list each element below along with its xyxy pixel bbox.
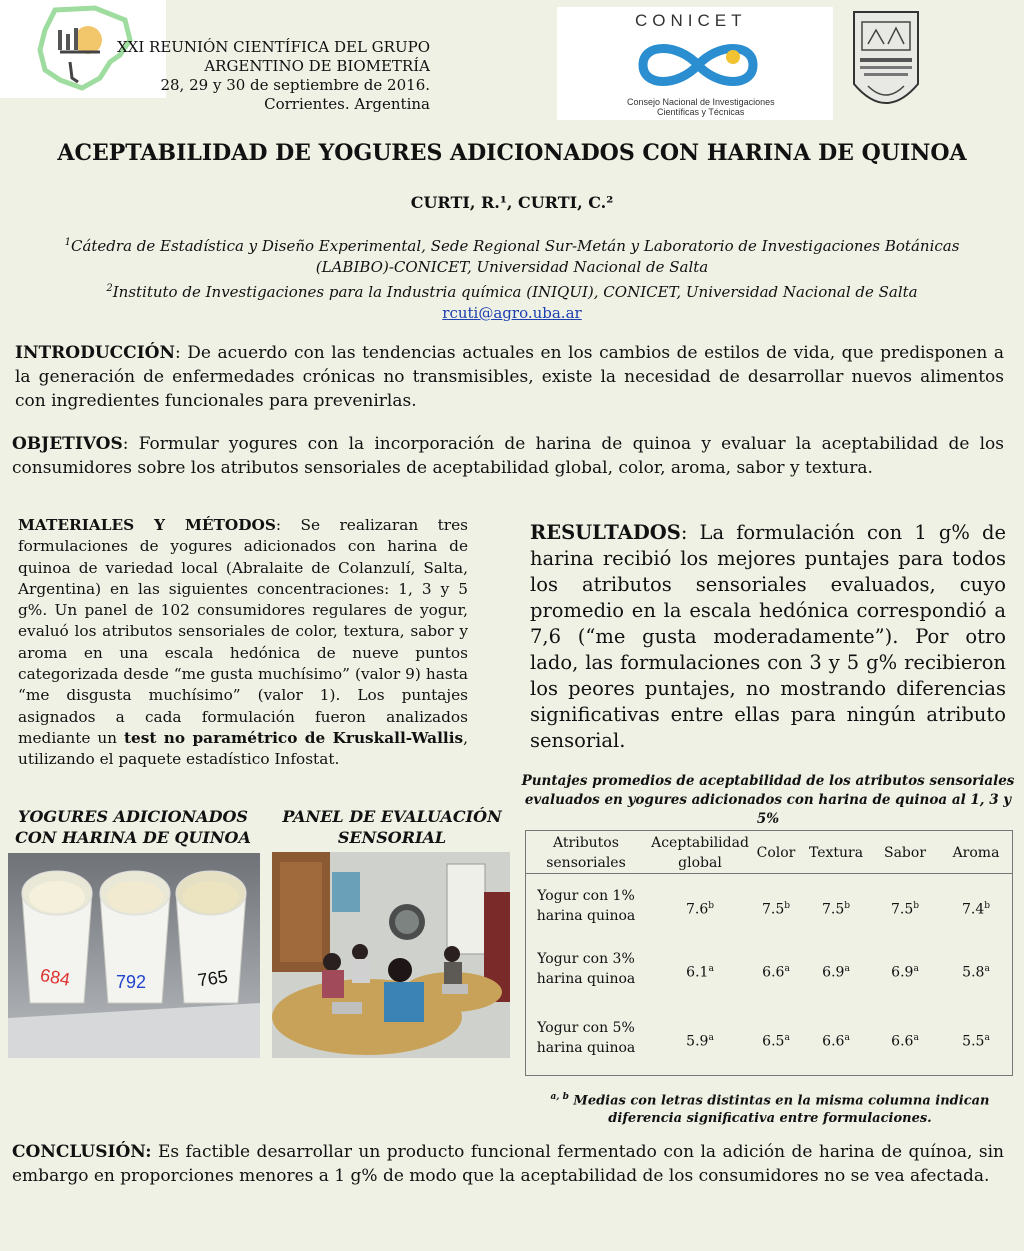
table-cell: 6.6$^a$ xyxy=(822,1033,850,1050)
objectives-section xyxy=(12,432,1004,480)
table-row-label: Yogur con 1% harina quinoa xyxy=(536,888,636,924)
table-row-label: Yogur con 3% harina quinoa xyxy=(536,951,636,987)
table-cell: 7.4$^b$ xyxy=(961,901,991,918)
footnote-text: Medias con letras distintas en la misma columna indican diferencia significativa entre formulaciones. xyxy=(568,1093,990,1127)
introduction-section xyxy=(15,341,1004,413)
table-cell: 7.6$^b$ xyxy=(685,901,715,918)
affiliations xyxy=(30,232,994,324)
event-line: XXI REUNIÓN CIENTÍFICA DEL GRUPO xyxy=(116,38,430,56)
methods-text-end: , utilizando el paquete estadístico Infostat. xyxy=(18,728,468,769)
table-cell: 6.5$^a$ xyxy=(762,1033,790,1050)
table-header-attributes: Atributos sensoriales xyxy=(546,835,626,871)
table-cell: 5.8$^a$ xyxy=(962,964,990,981)
methods-section xyxy=(18,515,468,771)
table-cell: 5.9$^a$ xyxy=(686,1033,714,1050)
introduction-heading: INTRODUCCIÓN xyxy=(15,343,176,363)
university-seal xyxy=(848,4,924,122)
objectives-text: : Formular yogures con la incorporación de harina de quinoa y evaluar la aceptabilidad de los consumidores sobre los atributos sensoriales de aceptabilidad global, color, aroma, sabor y textura. xyxy=(12,434,1004,478)
table-cell: 6.9$^a$ xyxy=(891,964,919,981)
email-link[interactable]: rcuti@agro.uba.ar xyxy=(442,304,582,322)
table-cell: 7.5$^b$ xyxy=(761,901,791,918)
table-cell: 7.5$^b$ xyxy=(890,901,920,918)
conclusion-heading: CONCLUSIÓN: xyxy=(12,1142,152,1162)
cup-label-3: 765 xyxy=(196,966,229,991)
conicet-name: CONICET xyxy=(635,11,747,30)
table-cell: 5.5$^a$ xyxy=(962,1033,990,1050)
table-footnote xyxy=(530,1088,1010,1128)
table-header-flavor: Sabor xyxy=(883,845,927,861)
event-line: 28, 29 y 30 de septiembre de 2016. xyxy=(160,76,430,94)
cup-label-2: 792 xyxy=(116,972,147,992)
methods-text: : Se realizaran tres formulaciones de yogures adicionados con harina de quinoa de variedad local (Abralaite de Colanzulí, Salta, Argentina) en las siguientes concentraciones: 1, 3 y 5 g%. Un panel de 102 consumidores regulares de yogur, evaluó los atributos sensoriales de color, textura, sabor y aroma en una escala hedónica de nueve puntos categorizada desde “me gusta muchísimo” (valor 9) hasta “me disgusta muchísimo” (valor 1). Los puntajes asignados a cada formulación fueron analizados mediante un xyxy=(18,516,469,747)
methods-heading: MATERIALES Y MÉTODOS xyxy=(18,516,276,534)
results-text: : La formulación con 1 g% de harina recibió los mejores puntajes para todos los atributos sensoriales evaluados, cuyo promedio en la escala hedónica correspondió a 7,6 (“me gusta moderadamente”). Por otro lado, las formulaciones con 3 y 5 g% recibieron los peores puntajes, no mostrando diferencias significativas entre ellas para ningún atributo sensorial. xyxy=(530,521,1006,752)
results-section xyxy=(530,520,1006,754)
affiliation-1: $^1$Cátedra de Estadística y Diseño Experimental, Sede Regional Sur-Metán y Laboratorio de Investigaciones Botánicas (LABIBO)-CONICET, Universidad Nacional de Salta xyxy=(64,237,960,276)
table-cell: 6.1$^a$ xyxy=(686,964,714,981)
table-header-texture: Textura xyxy=(808,845,864,861)
table-header-divider xyxy=(525,873,1013,874)
authors: CURTI, R.¹, CURTI, C.² xyxy=(410,193,614,212)
affiliation-2-text: Instituto de Investigaciones para la Industria química (INIQUI), CONICET, Universidad Nacional de Salta xyxy=(112,283,918,301)
conicet-logo xyxy=(557,7,833,120)
photo-caption-panel: PANEL DE EVALUACIÓN SENSORIAL xyxy=(282,807,502,847)
conclusion-section xyxy=(12,1140,1004,1188)
table-cell: 6.9$^a$ xyxy=(822,964,850,981)
objectives-heading: OBJETIVOS xyxy=(12,434,123,454)
affiliation-1-text: Cátedra de Estadística y Diseño Experimental, Sede Regional Sur-Metán y Laboratorio de Investigaciones Botánicas (LABIBO)-CONICET, Universidad Nacional de Salta xyxy=(70,237,960,276)
conicet-infinity-icon xyxy=(633,35,763,95)
sensory-panel-photo xyxy=(272,852,510,1058)
photo-caption-yogurts: YOGURES ADICIONADOS CON HARINA DE QUINOA xyxy=(15,807,251,847)
cup-label-1: 684 xyxy=(38,964,72,990)
table-cell: 7.5$^b$ xyxy=(821,901,851,918)
poster-title: ACEPTABILIDAD DE YOGURES ADICIONADOS CON HARINA DE QUINOA xyxy=(57,140,967,166)
event-line: ARGENTINO DE BIOMETRÍA xyxy=(204,57,430,75)
introduction-text: : De acuerdo con las tendencias actuales en los cambios de estilos de vida, que predisponen a la generación de enfermedades crónicas no transmisibles, existe la necesidad de desarrollar nuevos alimentos con ingredientes funcionales para prevenirlas. xyxy=(15,343,1004,411)
event-info xyxy=(110,38,430,114)
table-cell: 6.6$^a$ xyxy=(891,1033,919,1050)
affiliation-2: $^2$Instituto de Investigaciones para la Industria química (INIQUI), CONICET, Universidad Nacional de Salta xyxy=(106,283,918,301)
table-header-color: Color xyxy=(756,845,796,861)
footnote-marker: a, b xyxy=(550,1092,569,1102)
results-heading: RESULTADOS xyxy=(530,521,681,544)
table-cell: 6.6$^a$ xyxy=(762,964,790,981)
conclusion-text: Es factible desarrollar un producto funcional fermentado con la adición de harina de quínoa, sin embargo en proporciones menores a 1 g% de modo que la aceptabilidad de los consumidores no se vea afectada. xyxy=(12,1142,1004,1186)
conicet-subtitle: Consejo Nacional de Investigaciones xyxy=(627,97,775,107)
conicet-subtitle: Científicas y Técnicas xyxy=(657,107,745,117)
table-row-label: Yogur con 5% harina quinoa xyxy=(536,1020,636,1056)
event-line: Corrientes. Argentina xyxy=(264,95,430,113)
table-caption: Puntajes promedios de aceptabilidad de los atributos sensoriales evaluados en yogures adicionados con harina de quinoa al 1, 3 y 5% xyxy=(521,773,1015,827)
yogurt-cups-photo xyxy=(8,853,260,1058)
table-header-aroma: Aroma xyxy=(952,845,1000,861)
table-header-global: Aceptabilidad global xyxy=(651,835,749,871)
methods-test-name: test no paramétrico de Kruskall-Wallis xyxy=(123,728,464,747)
